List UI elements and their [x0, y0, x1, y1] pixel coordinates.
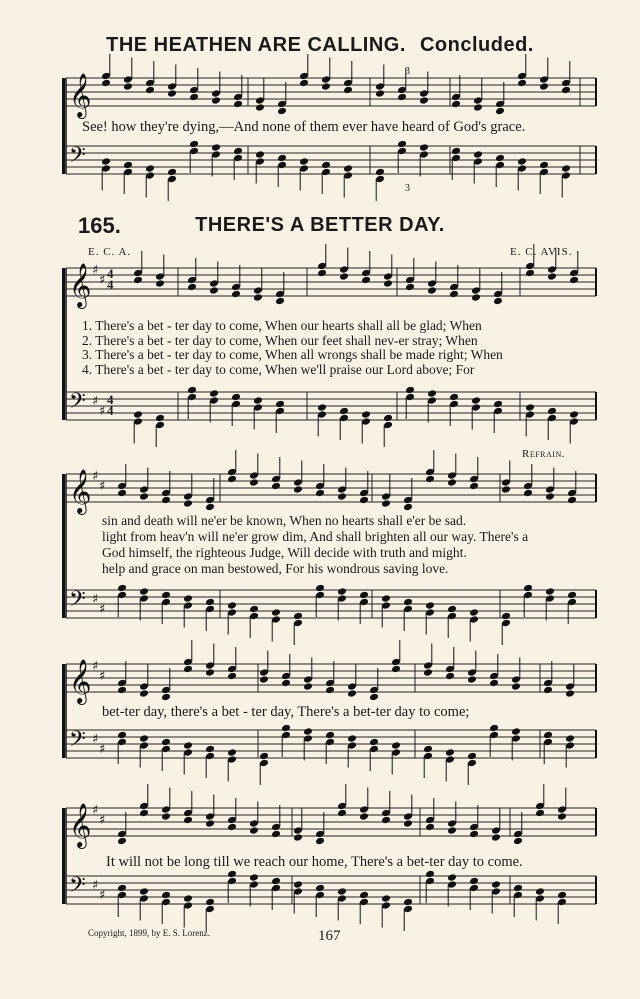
- triplet-mark-top: 3: [405, 66, 410, 77]
- system-bracket: [62, 474, 65, 618]
- note-head: [209, 389, 219, 398]
- note-head: [117, 686, 127, 695]
- note-head: [347, 734, 357, 743]
- page-number: 167: [318, 928, 341, 944]
- note-head: [139, 492, 149, 501]
- note-head: [543, 686, 553, 695]
- note-head: [205, 598, 215, 607]
- treble-clef-icon: 𝄞: [69, 659, 92, 703]
- note-head: [419, 143, 429, 152]
- refrain-label: Refrain.: [522, 448, 565, 460]
- sharp-icon: ♯: [92, 263, 99, 278]
- note-head: [561, 86, 571, 95]
- note-head: [397, 93, 407, 102]
- note-head: [325, 686, 335, 695]
- note-head: [557, 891, 567, 900]
- note-head: [359, 591, 369, 600]
- note-head: [271, 877, 281, 886]
- note-head: [293, 612, 303, 621]
- note-head: [205, 668, 215, 677]
- note-head: [249, 605, 259, 614]
- note-head: [545, 587, 555, 596]
- note-head: [425, 601, 435, 610]
- note-head: [233, 100, 243, 109]
- note-head: [253, 396, 263, 405]
- note-head: [161, 738, 171, 747]
- note-head: [451, 147, 461, 156]
- note-head: [123, 161, 133, 170]
- note-head: [205, 503, 215, 512]
- note-head: [205, 819, 215, 828]
- note-head: [567, 591, 577, 600]
- note-head: [445, 748, 455, 757]
- note-head: [255, 150, 265, 159]
- note-head: [359, 496, 369, 505]
- note-head: [227, 672, 237, 681]
- note-head: [183, 741, 193, 750]
- note-head: [565, 689, 575, 698]
- note-head: [425, 475, 435, 484]
- note-head: [525, 269, 535, 278]
- note-head: [557, 812, 567, 821]
- note-head: [425, 870, 435, 879]
- note-head: [469, 877, 479, 886]
- note-head: [315, 489, 325, 498]
- note-head: [391, 741, 401, 750]
- note-head: [381, 894, 391, 903]
- note-head: [277, 107, 287, 116]
- note-head: [359, 891, 369, 900]
- page-title-main: THE HEATHEN ARE CALLING.: [106, 34, 406, 56]
- note-head: [403, 898, 413, 907]
- note-head: [565, 734, 575, 743]
- note-head: [259, 675, 269, 684]
- note-head: [233, 147, 243, 156]
- note-head: [123, 82, 133, 91]
- note-head: [303, 727, 313, 736]
- note-head: [253, 293, 263, 302]
- note-head: [449, 393, 459, 402]
- note-head: [569, 276, 579, 285]
- note-head: [161, 891, 171, 900]
- note-head: [249, 873, 259, 882]
- note-head: [249, 826, 259, 835]
- note-head: [293, 880, 303, 889]
- note-head: [231, 290, 241, 299]
- note-head: [317, 403, 327, 412]
- note-head: [381, 499, 391, 508]
- note-head: [315, 584, 325, 593]
- triplet-mark-bottom: 3: [405, 183, 410, 194]
- note-head: [205, 898, 215, 907]
- sharp-icon: ♯: [99, 669, 106, 684]
- note-head: [525, 403, 535, 412]
- verse-line: 1. There's a bet - ter day to come, When our hearts shall all be glad; When: [82, 318, 482, 333]
- note-head: [511, 682, 521, 691]
- system-bracket: [62, 268, 65, 420]
- note-head: [227, 823, 237, 832]
- note-head: [491, 833, 501, 842]
- note-head: [469, 482, 479, 491]
- verse-line: God himself, the righteous Judge, Will decide with truth and might.: [102, 545, 467, 560]
- note-head: [361, 276, 371, 285]
- note-head: [299, 157, 309, 166]
- note-head: [209, 286, 219, 295]
- note-head: [423, 668, 433, 677]
- note-head: [469, 830, 479, 839]
- bass-clef-icon: 𝄢: [69, 873, 86, 903]
- verse-line: help and grace on man bestowed, For his wondrous saving love.: [102, 561, 449, 576]
- note-head: [339, 272, 349, 281]
- top-lyric-line: See! how they're dying,—And none of them ever have heard of God's grace.: [82, 119, 526, 135]
- note-head: [449, 290, 459, 299]
- note-head: [227, 748, 237, 757]
- note-head: [427, 286, 437, 295]
- note-head: [145, 164, 155, 173]
- note-head: [405, 283, 415, 292]
- note-head: [161, 496, 171, 505]
- note-head: [513, 837, 523, 846]
- note-head: [403, 598, 413, 607]
- note-head: [517, 157, 527, 166]
- note-head: [133, 410, 143, 419]
- note-head: [117, 731, 127, 740]
- note-head: [523, 584, 533, 593]
- note-head: [381, 594, 391, 603]
- note-head: [359, 812, 369, 821]
- time-signature-bass: 4 4: [107, 392, 114, 418]
- sharp-icon: ♯: [99, 602, 106, 617]
- note-head: [391, 665, 401, 674]
- note-head: [473, 150, 483, 159]
- sharp-icon: ♯: [99, 813, 106, 828]
- note-head: [445, 672, 455, 681]
- note-head: [493, 297, 503, 306]
- note-head: [511, 727, 521, 736]
- note-head: [337, 492, 347, 501]
- note-head: [155, 279, 165, 288]
- note-head: [293, 485, 303, 494]
- note-head: [381, 816, 391, 825]
- note-head: [161, 693, 171, 702]
- note-head: [425, 823, 435, 832]
- note-head: [561, 164, 571, 173]
- verse-line: 4. There's a bet - ter day to come, When we'll praise our Lord above; For: [82, 361, 475, 377]
- note-head: [211, 143, 221, 152]
- note-head: [275, 400, 285, 409]
- note-head: [467, 675, 477, 684]
- note-head: [337, 809, 347, 818]
- note-head: [145, 86, 155, 95]
- note-head: [271, 482, 281, 491]
- note-head: [275, 297, 285, 306]
- note-head: [155, 414, 165, 423]
- note-head: [281, 724, 291, 733]
- refrain-lyric-2: It will not be long till we reach our home, There's a bet-ter day to come.: [106, 854, 523, 870]
- sharp-icon: ♯: [99, 742, 106, 757]
- sharp-icon: ♯: [92, 394, 99, 409]
- note-head: [117, 884, 127, 893]
- note-head: [405, 386, 415, 395]
- note-head: [547, 272, 557, 281]
- note-head: [397, 140, 407, 149]
- note-head: [343, 86, 353, 95]
- note-head: [249, 478, 259, 487]
- sharp-icon: ♯: [92, 732, 99, 747]
- note-head: [227, 601, 237, 610]
- note-head: [535, 809, 545, 818]
- note-head: [321, 161, 331, 170]
- note-head: [523, 489, 533, 498]
- note-head: [471, 396, 481, 405]
- note-head: [227, 475, 237, 484]
- sharp-icon: ♯: [92, 659, 99, 674]
- note-head: [447, 478, 457, 487]
- note-head: [117, 584, 127, 593]
- note-head: [423, 745, 433, 754]
- note-head: [337, 887, 347, 896]
- note-head: [317, 269, 327, 278]
- note-head: [369, 738, 379, 747]
- note-head: [117, 489, 127, 498]
- note-head: [545, 492, 555, 501]
- note-head: [361, 410, 371, 419]
- note-head: [281, 679, 291, 688]
- note-head: [325, 731, 335, 740]
- note-head: [501, 485, 511, 494]
- bass-clef-icon: 𝄢: [69, 727, 86, 757]
- sharp-icon: ♯: [92, 803, 99, 818]
- note-head: [167, 168, 177, 177]
- note-head: [183, 594, 193, 603]
- note-head: [315, 837, 325, 846]
- note-head: [535, 887, 545, 896]
- note-head: [183, 816, 193, 825]
- note-head: [299, 79, 309, 88]
- note-head: [513, 884, 523, 893]
- note-head: [339, 407, 349, 416]
- note-head: [403, 819, 413, 828]
- note-head: [467, 752, 477, 761]
- note-head: [231, 393, 241, 402]
- note-head: [451, 100, 461, 109]
- note-head: [569, 410, 579, 419]
- note-head: [205, 745, 215, 754]
- note-head: [139, 689, 149, 698]
- sharp-icon: ♯: [99, 888, 106, 903]
- note-head: [489, 679, 499, 688]
- treble-clef-icon: 𝄞: [69, 803, 92, 847]
- note-head: [277, 154, 287, 163]
- system-bracket: [62, 664, 65, 758]
- note-head: [543, 731, 553, 740]
- note-head: [101, 157, 111, 166]
- note-head: [539, 82, 549, 91]
- note-head: [427, 389, 437, 398]
- note-head: [117, 837, 127, 846]
- author-right: E. C. AVIS.: [510, 246, 573, 258]
- sharp-icon: ♯: [92, 878, 99, 893]
- note-head: [403, 503, 413, 512]
- bass-clef-icon: 𝄢: [69, 389, 86, 419]
- verse-line: 3. There's a bet - ter day to come, When all wrongs shall be made right; When: [82, 347, 503, 362]
- note-head: [321, 82, 331, 91]
- system-bracket: [62, 78, 65, 174]
- note-head: [139, 809, 149, 818]
- treble-clef-icon: 𝄞: [69, 263, 92, 307]
- note-head: [189, 93, 199, 102]
- sharp-icon: ♯: [92, 592, 99, 607]
- bass-clef-icon: 𝄢: [69, 143, 86, 173]
- note-head: [161, 591, 171, 600]
- note-head: [343, 164, 353, 173]
- note-head: [183, 894, 193, 903]
- note-head: [517, 79, 527, 88]
- note-head: [259, 752, 269, 761]
- system-bracket: [62, 808, 65, 904]
- hymn-number: 165.: [78, 213, 121, 238]
- author-left: E. C. A.: [88, 246, 132, 258]
- sharp-icon: ♯: [99, 404, 106, 419]
- note-head: [101, 79, 111, 88]
- note-head: [419, 96, 429, 105]
- time-signature-treble: 4 4: [107, 266, 114, 292]
- note-head: [139, 587, 149, 596]
- note-head: [495, 107, 505, 116]
- note-head: [547, 407, 557, 416]
- note-head: [501, 612, 511, 621]
- note-head: [293, 833, 303, 842]
- note-head: [495, 154, 505, 163]
- note-head: [447, 826, 457, 835]
- note-head: [491, 880, 501, 889]
- verse-line: light from heav'n will ne'er grow dim, And shall brighten all our way. There's a: [102, 529, 529, 544]
- note-head: [489, 724, 499, 733]
- note-head: [375, 168, 385, 177]
- note-head: [493, 400, 503, 409]
- note-head: [383, 279, 393, 288]
- sharp-icon: ♯: [92, 469, 99, 484]
- note-head: [133, 276, 143, 285]
- note-head: [369, 693, 379, 702]
- refrain-lyric-1: bet-ter day, there's a bet - ter day, There's a bet-ter day to come;: [102, 704, 470, 720]
- note-head: [255, 103, 265, 112]
- note-head: [139, 887, 149, 896]
- treble-clef-icon: 𝄞: [69, 469, 92, 513]
- note-head: [471, 293, 481, 302]
- note-head: [375, 89, 385, 98]
- note-head: [383, 414, 393, 423]
- bass-clef-icon: 𝄢: [69, 587, 86, 617]
- verse-line: sin and death will ne'er be known, When no hearts shall e'er be sad.: [102, 513, 467, 528]
- note-head: [187, 283, 197, 292]
- note-head: [211, 96, 221, 105]
- sharp-icon: ♯: [99, 479, 106, 494]
- note-head: [337, 587, 347, 596]
- note-head: [315, 884, 325, 893]
- note-head: [139, 734, 149, 743]
- sharp-icon: ♯: [99, 273, 106, 288]
- note-head: [227, 870, 237, 879]
- note-head: [271, 608, 281, 617]
- verse-line: 2. There's a bet - ter day to come, When our feet shall nev-er stray; When: [82, 332, 478, 348]
- note-head: [447, 873, 457, 882]
- treble-clef-icon: 𝄞: [69, 73, 92, 117]
- note-head: [447, 605, 457, 614]
- note-head: [189, 140, 199, 149]
- note-head: [183, 665, 193, 674]
- note-head: [469, 608, 479, 617]
- note-head: [567, 496, 577, 505]
- note-head: [347, 689, 357, 698]
- note-head: [539, 161, 549, 170]
- hymn-title: THERE'S A BETTER DAY.: [195, 214, 445, 236]
- note-head: [303, 682, 313, 691]
- note-head: [161, 812, 171, 821]
- note-head: [473, 103, 483, 112]
- note-head: [167, 89, 177, 98]
- note-head: [187, 386, 197, 395]
- page-title-suffix: Concluded.: [419, 34, 534, 56]
- note-head: [183, 499, 193, 508]
- note-head: [271, 830, 281, 839]
- copyright-notice: Copyright, 1899, by E. S. Lorenz.: [88, 928, 210, 938]
